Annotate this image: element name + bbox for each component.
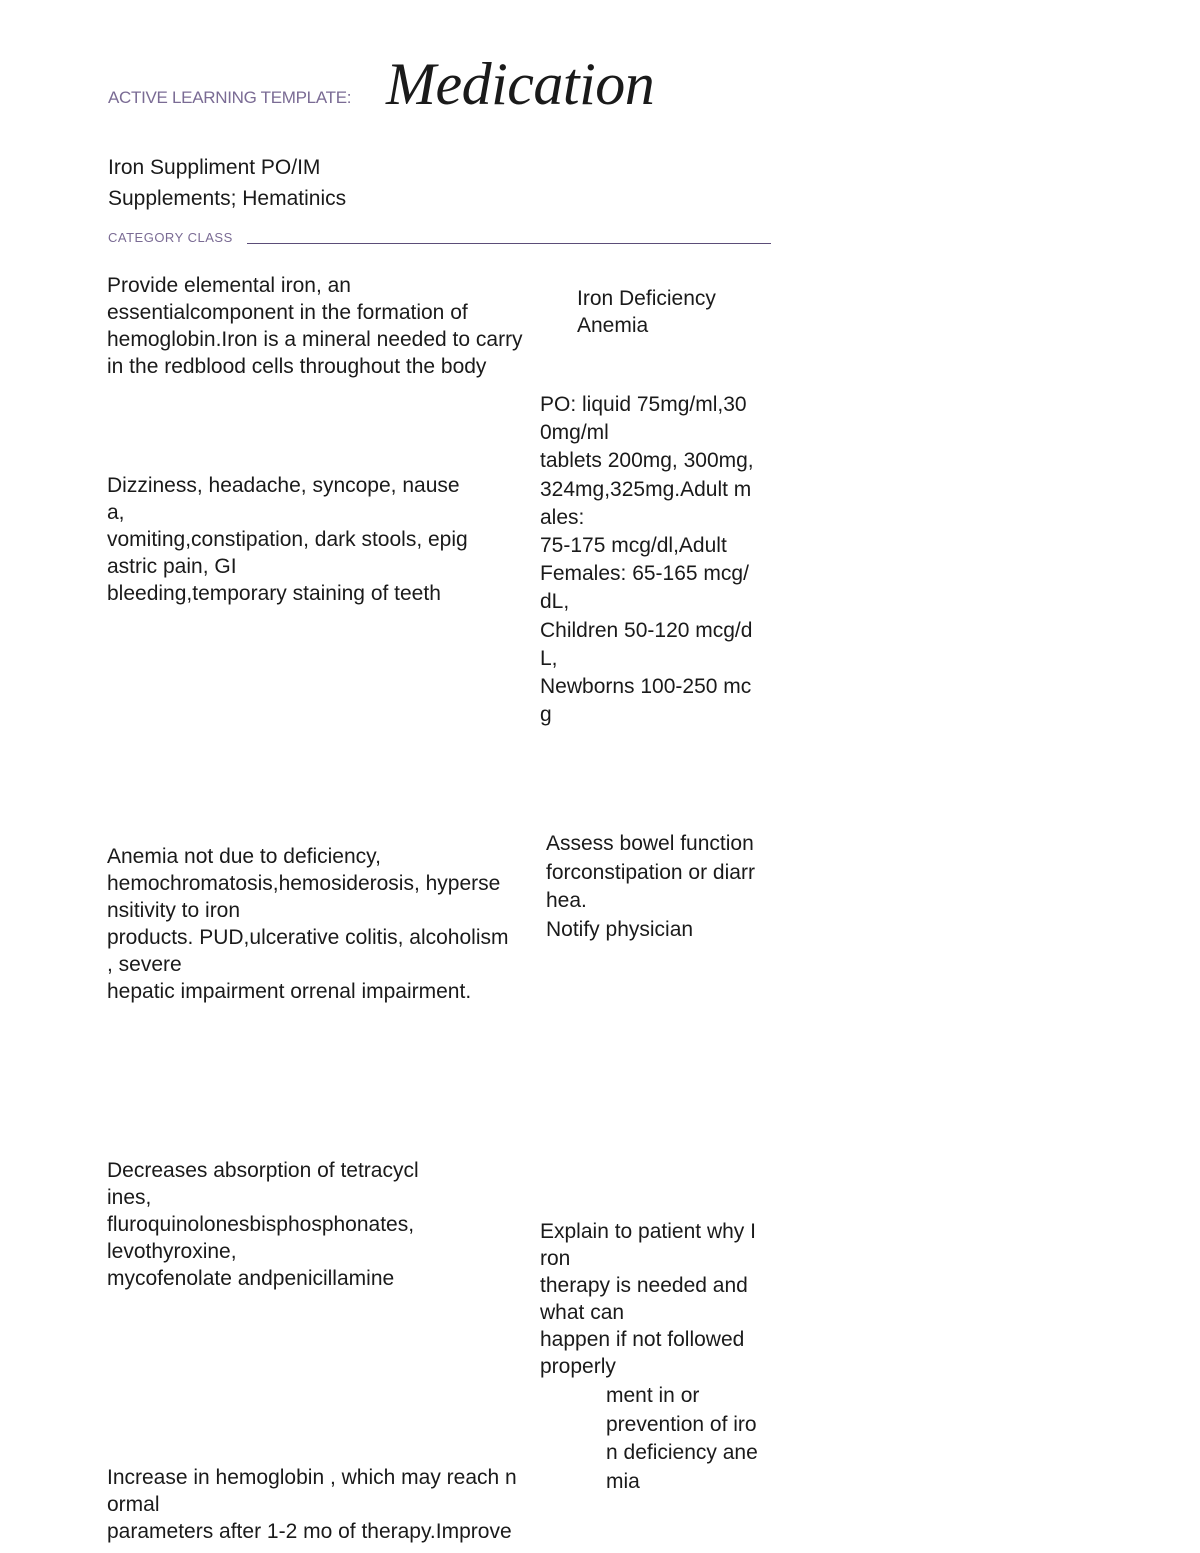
indication-text: Iron Deficiency Anemia [577,287,716,337]
side-effects-text: Dizziness, headache, syncope, nause a, vomiting,constipation, dark stools, epig astric pain, GI bleeding,temporary staining of teeth [107,474,468,605]
evaluation-text: Increase in hemoglobin , which may reach n ormal parameters after 1-2 mo of therapy.Improve [107,1466,517,1543]
template-label: ACTIVE LEARNING TEMPLATE: [108,88,352,107]
page-title: Medication [386,51,655,117]
category-class-label: CATEGORY CLASS [108,230,233,245]
mechanism-of-action-text: Provide elemental iron, an essentialcomponent in the formation of hemoglobin.Iron is a mineral needed to carry in the redblood cells throughout the body [107,274,523,378]
therapeutic-use-text: ment in or prevention of iro n deficiency ane mia [606,1384,758,1494]
client-education-text: Explain to patient why I ron therapy is needed and what can happen if not followed properly [540,1220,756,1378]
contraindications-text: Anemia not due to deficiency, hemochromatosis,hemosiderosis, hyperse nsitivity to iron products. PUD,ulcerative colitis, alcoholism , severe hepatic impairment orrenal impairment. [107,845,509,1003]
dosage-text: PO: liquid 75mg/ml,30 0mg/ml tablets 200mg, 300mg, 324mg,325mg.Adult m ales: 75-175 mcg/dl,Adult Females: 65-165 mcg/ dL, Children 50-120 mcg/d L, Newborns 100-250 mc g [540,393,754,727]
category-value: Supplements; Hematinics [108,187,347,210]
category-divider [247,243,771,244]
nursing-interventions-text: Assess bowel function forconstipation or diarr hea. Notify physician [546,832,755,941]
interactions-text: Decreases absorption of tetracycl ines, fluroquinolonesbisphosphonates, levothyroxine, mycofenolate andpenicillamine [107,1159,419,1290]
medication-name: Iron Suppliment PO/IM [108,156,321,179]
